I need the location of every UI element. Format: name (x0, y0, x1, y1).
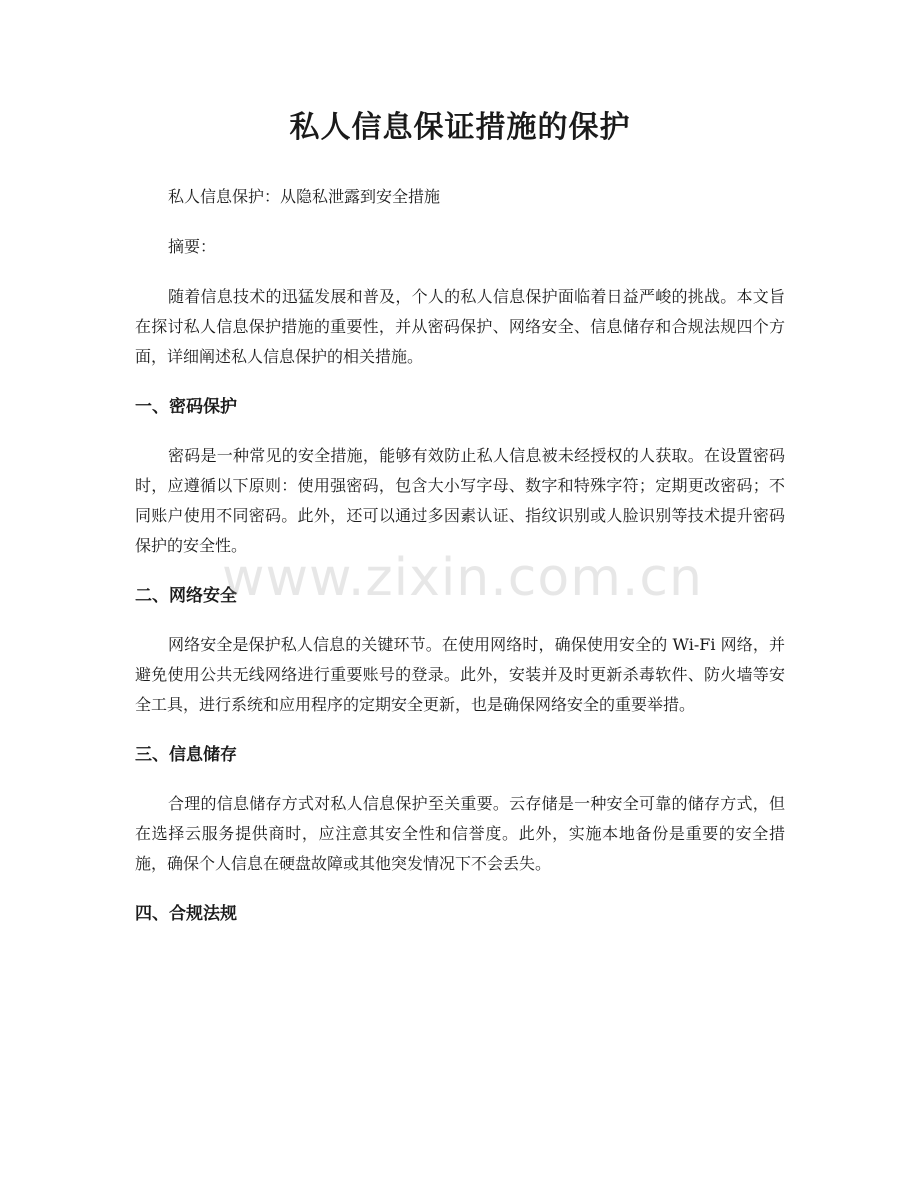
section-body: 密码是一种常见的安全措施，能够有效防止私人信息被未经授权的人获取。在设置密码时，应遵循以下原则：使用强密码，包含大小写字母、数字和特殊字符；定期更改密码；不同账户使用不同密码。此外，还可以通过多因素认证、指纹识别或人脸识别等技术提升密码保护的安全性。 (135, 446, 785, 555)
abstract-label: 摘要： (168, 237, 217, 256)
watermark-text: www.zixin.com.cn (222, 548, 703, 608)
section-heading: 二、网络安全 (135, 586, 237, 606)
document-subtitle: 私人信息保护：从隐私泄露到安全措施 (168, 187, 441, 206)
section-network-security (135, 581, 785, 720)
section-body: 网络安全是保护私人信息的关键环节。在使用网络时，确保使用安全的 Wi-Fi 网络，并避免使用公共无线网络进行重要账号的登录。此外，安装并及时更新杀毒软件、防火墙等安全工具，进行系统和应用程序的定期安全更新，也是确保网络安全的重要举措。 (135, 635, 785, 714)
section-compliance-regulations (135, 899, 785, 929)
section-body: 合理的信息储存方式对私人信息保护至关重要。云存储是一种安全可靠的储存方式，但在选择云服务提供商时，应注意其安全性和信誉度。此外，实施本地备份是重要的安全措施，确保个人信息在硬盘故障或其他突发情况下不会丢失。 (135, 794, 785, 873)
section-information-storage (135, 740, 785, 879)
section-heading: 四、合规法规 (135, 904, 237, 924)
document-title: 私人信息保证措施的保护 (289, 110, 631, 145)
section-heading: 一、密码保护 (135, 397, 237, 417)
abstract-paragraph: 随着信息技术的迅猛发展和普及，个人的私人信息保护面临着日益严峻的挑战。本文旨在探讨私人信息保护措施的重要性，并从密码保护、网络安全、信息储存和合规法规四个方面，详细阐述私人信息保护的相关措施。 (135, 287, 785, 366)
section-password-protection (135, 392, 785, 561)
section-heading: 三、信息储存 (135, 745, 237, 765)
